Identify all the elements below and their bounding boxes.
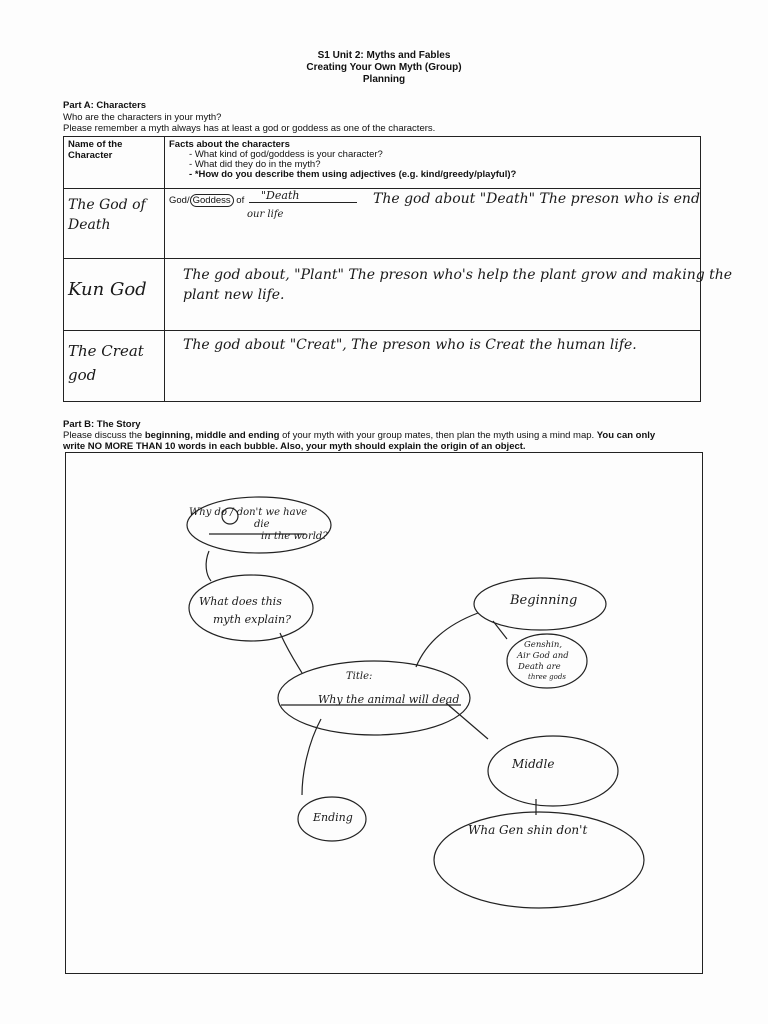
bubble-middle bbox=[488, 736, 618, 806]
col-header-facts: Facts about the characters - What kind of god/goddess is your character? - What did they do in the myth? - *How do you describe them using adjectives (e.g. kind/greedy/playful)? bbox=[165, 137, 701, 189]
character-name-cell[interactable]: The Creat god bbox=[64, 331, 165, 402]
doc-title-unit: S1 Unit 2: Myths and Fables bbox=[317, 50, 451, 61]
doc-title-planning: Planning bbox=[362, 74, 406, 85]
beginning-note-line3: Death are bbox=[518, 662, 561, 672]
beginning-note-line4: three gods bbox=[528, 673, 566, 681]
what-explain-line1: What does this bbox=[199, 595, 282, 608]
facts-prompt-item: - What did they do in the myth? bbox=[189, 160, 696, 170]
god-prefix: God/ bbox=[169, 195, 190, 206]
beginning-note-line1: Genshin, bbox=[524, 640, 563, 650]
connector-title-beginning bbox=[416, 613, 478, 667]
god-of-fill-in: "Death bbox=[261, 189, 300, 202]
character-fact-text: The god about "Death" The preson who is end bbox=[373, 191, 700, 207]
bubble-what-explain bbox=[189, 575, 313, 641]
character-row bbox=[64, 189, 701, 259]
part-a-reminder: Please remember a myth always has at least a god or goddess as one of the characters. bbox=[63, 123, 436, 134]
part-a-question: Who are the characters in your myth? bbox=[63, 112, 222, 123]
ending-label: Ending bbox=[313, 811, 353, 824]
beginning-label: Beginning bbox=[510, 593, 578, 608]
question-text-line1: Why do / don't we have bbox=[189, 507, 308, 518]
title-label: Title: bbox=[346, 671, 373, 682]
part-b-heading: Part B: The Story bbox=[63, 419, 141, 430]
character-facts-cell[interactable]: The god about, "Plant" The preson who's help the plant grow and making the plant new life. bbox=[165, 259, 701, 331]
what-explain-line2: myth explain? bbox=[213, 613, 291, 626]
question-text-line3: in the world? bbox=[261, 531, 328, 542]
character-facts-cell[interactable]: God/ Goddess of "Death our life The god about "Death" The preson who is end bbox=[165, 189, 701, 259]
connector-title-ending bbox=[302, 719, 321, 795]
god-of-fill-in-2: our life bbox=[247, 209, 284, 220]
part-b-instructions-line1: Please discuss the beginning, middle and ending of your myth with your group mates, then plan the myth using a mind map. You can only bbox=[63, 430, 656, 441]
title-value[interactable]: Why the animal will dead bbox=[318, 693, 460, 706]
part-b-instructions-line2: write NO MORE THAN 10 words in each bubble. Also, your myth should explain the origin of an object. bbox=[63, 441, 526, 452]
character-row bbox=[64, 331, 701, 402]
character-row bbox=[64, 259, 701, 331]
character-name-cell[interactable]: The God of Death bbox=[64, 189, 165, 259]
connector-why-what bbox=[206, 551, 211, 581]
col-header-name: Name of the Character bbox=[64, 137, 165, 189]
middle-label: Middle bbox=[512, 757, 555, 771]
facts-prompt-item: - *How do you describe them using adjectives (e.g. kind/greedy/playful)? bbox=[189, 170, 696, 180]
character-name-cell[interactable]: Kun God bbox=[64, 259, 165, 331]
question-text-line2: die bbox=[254, 519, 270, 530]
connector-beginning-note bbox=[493, 621, 507, 639]
doc-title-assignment: Creating Your Own Myth (Group) bbox=[306, 62, 462, 73]
goddess-circled: Goddess bbox=[190, 194, 234, 207]
beginning-note-line2: Air God and bbox=[517, 651, 569, 661]
characters-table bbox=[63, 136, 733, 402]
mind-map-box bbox=[65, 452, 703, 974]
characters-table-header-row bbox=[64, 137, 701, 189]
connector-what-title bbox=[280, 633, 302, 673]
part-a-heading: Part A: Characters bbox=[63, 100, 147, 111]
middle-note-text: Wha Gen shin don't bbox=[468, 823, 588, 837]
character-facts-cell[interactable]: The god about "Creat", The preson who is Creat the human life. bbox=[165, 331, 701, 402]
facts-prompt-item: - What kind of god/goddess is your character? bbox=[189, 150, 696, 160]
mind-map-drawing bbox=[66, 453, 702, 973]
facts-prompt-list bbox=[169, 150, 696, 180]
